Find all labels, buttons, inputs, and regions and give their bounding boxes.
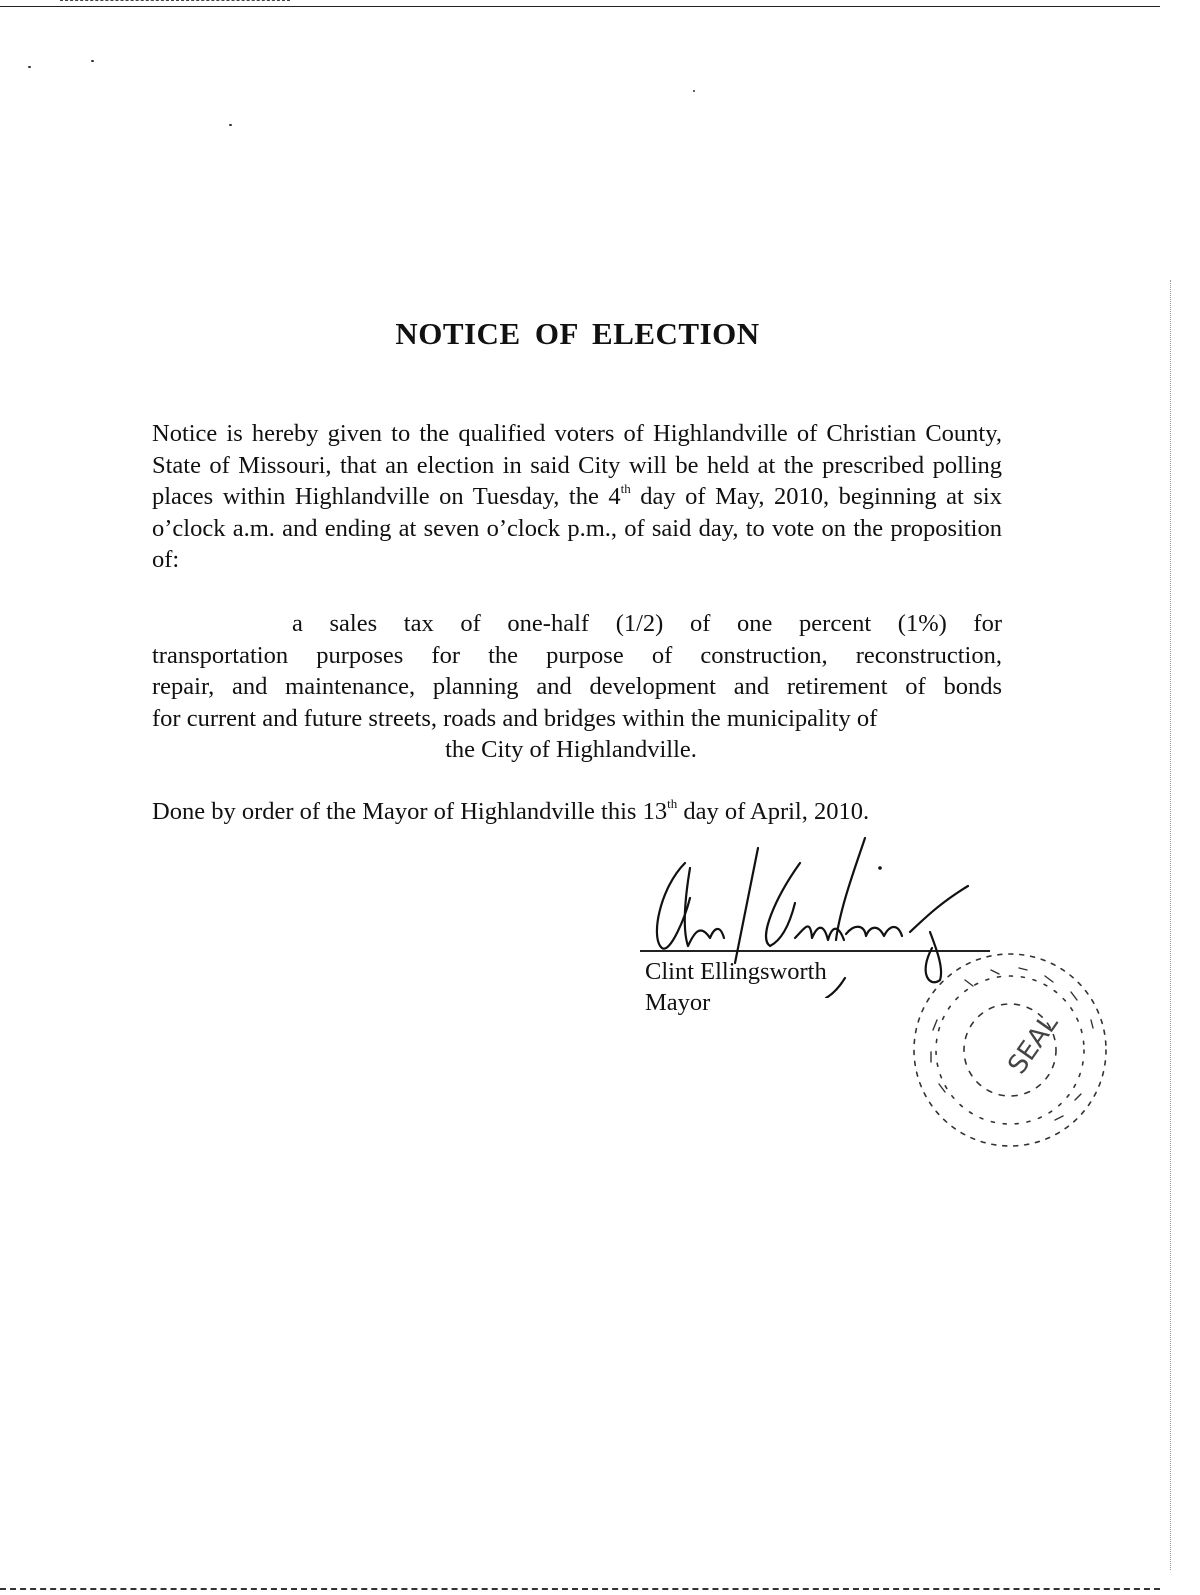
scan-speck — [91, 60, 94, 62]
scan-edge-bottom — [0, 1588, 1160, 1590]
proposition-line: for current and future streets, roads and bridges within the municipality of — [152, 704, 878, 732]
proposition-text — [152, 608, 1002, 766]
scan-edge-fragment — [60, 0, 290, 1]
closing-text-cont: day of April, 2010. — [677, 798, 870, 825]
scan-edge-right — [1170, 280, 1171, 1570]
ordinal-suffix: th — [620, 481, 631, 496]
scan-speck — [28, 66, 31, 68]
closing-statement — [152, 796, 869, 828]
proposition-line: repair, and maintenance, planning and development and retirement of bonds — [152, 673, 1002, 700]
ordinal-suffix: th — [667, 796, 678, 811]
proposition-line: transportation purposes for the purpose of construction, reconstruction, — [152, 641, 1002, 669]
scan-edge-top — [0, 6, 1160, 7]
scan-speck — [693, 90, 695, 92]
proposition-line: a sales tax of one-half (1/2) of one percent (1%) for — [292, 610, 1002, 637]
notice-paragraph — [152, 418, 1002, 576]
document-title: NOTICE OF ELECTION — [395, 316, 760, 351]
proposition-line: the City of Highlandville. — [445, 736, 697, 763]
closing-text: Done by order of the Mayor of Highlandville this 13 — [152, 798, 668, 825]
signer-title: Mayor — [645, 989, 711, 1016]
scan-speck — [229, 124, 232, 126]
notice-paragraph-text-cont: day of May, 2010, beginning at six o’clock a.m. and ending at seven o’clock p.m., of said day, to vote on the proposition of: — [152, 483, 1002, 573]
seal-text: SEAL — [1002, 1009, 1065, 1080]
notice-paragraph-text: Notice is hereby given to the qualified voters of Highlandville of Christian County, State of Missouri, that an election in said City will be held at the prescribed polling places within Highlandville on Tuesday, the 4 — [152, 420, 1002, 510]
city-seal — [895, 940, 1125, 1170]
signer-name: Clint Ellingsworth — [645, 958, 827, 985]
